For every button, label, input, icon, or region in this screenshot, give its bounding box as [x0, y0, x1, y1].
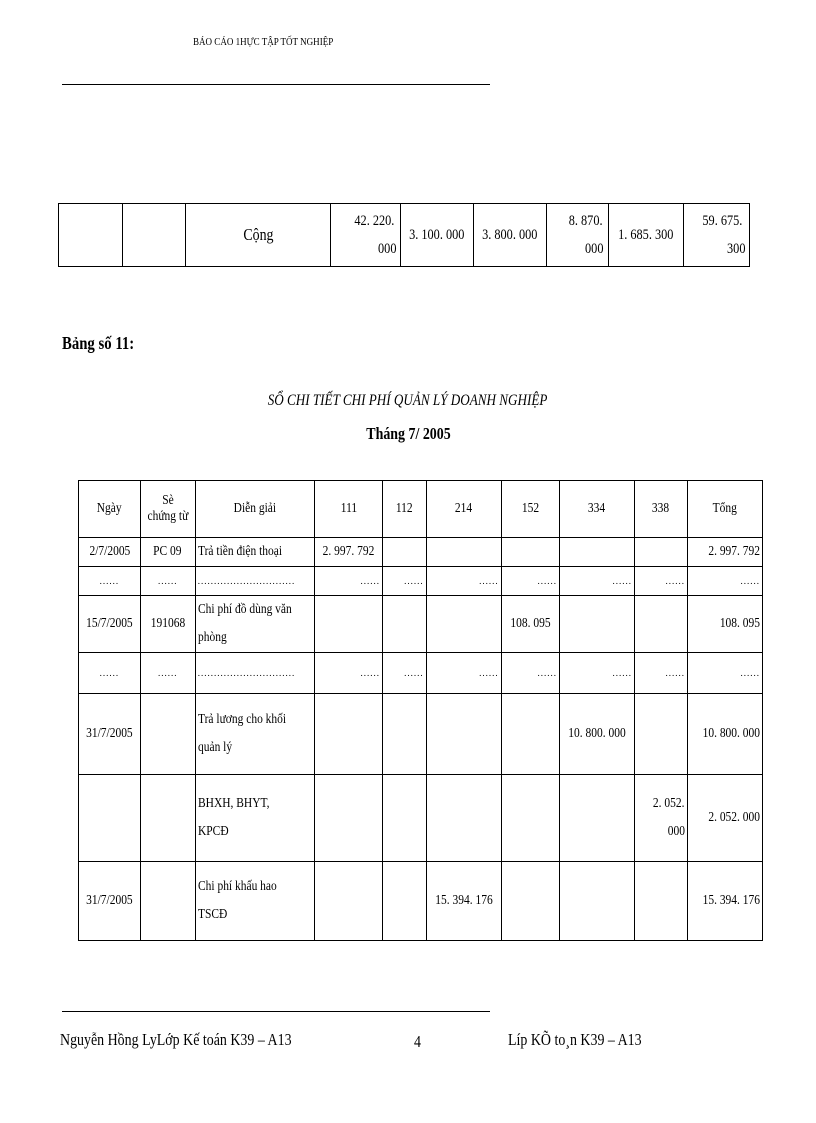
cell-152 [501, 538, 559, 567]
page-header-title: BÁO CÁO 1HỰC TẬP TỐT NGHIỆP [193, 36, 334, 48]
cell-desc-line1: Chi phí khấu hao [197, 879, 277, 894]
cell-desc [195, 694, 314, 775]
totals-value-2 [474, 204, 547, 267]
totals-cell-empty-1 [59, 204, 123, 267]
totals-label-cell [186, 204, 331, 267]
dots-cell: ...... [79, 653, 141, 694]
table-row-ellipsis [79, 567, 763, 596]
dots-cell: ...... [140, 653, 195, 694]
footer-divider [62, 1011, 490, 1012]
header-214-text: 214 [455, 501, 473, 516]
cell-111 [315, 862, 383, 941]
cell-111-text: 2. 997. 792 [322, 544, 375, 559]
table-row [79, 775, 763, 862]
cell-desc [195, 862, 314, 941]
header-112 [383, 481, 427, 538]
cell-338 [634, 694, 687, 775]
cell-338-line1: 2. 052. [653, 796, 685, 811]
totals-value-0 [331, 204, 401, 267]
footer-class [508, 1030, 671, 1050]
cell-total-text: 2. 997. 792 [708, 544, 760, 559]
header-338 [634, 481, 687, 538]
cell-338 [634, 775, 687, 862]
header-voucher-line1: Sè [161, 493, 174, 508]
cell-214 [426, 596, 501, 653]
cell-111 [315, 775, 383, 862]
cell-date-text: 15/7/2005 [86, 616, 133, 631]
cell-desc [195, 596, 314, 653]
header-334 [559, 481, 634, 538]
cell-112 [383, 596, 427, 653]
cell-date [79, 862, 141, 941]
cell-112 [383, 538, 427, 567]
cell-desc-line1: Trả lương cho khối [197, 712, 286, 727]
header-111 [315, 481, 383, 538]
cell-desc [195, 775, 314, 862]
cell-338 [634, 538, 687, 567]
cell-total [687, 862, 762, 941]
cell-112 [383, 775, 427, 862]
totals-value-1-text: 3. 100. 000 [409, 226, 465, 243]
totals-label: Cộng [243, 225, 274, 244]
cell-214-text: 15. 394. 176 [434, 893, 493, 908]
table-row-ellipsis [79, 653, 763, 694]
cell-date-text: 2/7/2005 [88, 544, 130, 559]
totals-value-4 [608, 204, 683, 267]
table-number-label [62, 333, 150, 354]
header-desc-text: Diễn giải [233, 501, 277, 516]
cell-152 [501, 775, 559, 862]
cell-date [79, 694, 141, 775]
dots-cell: ...... [501, 653, 559, 694]
cell-date [79, 775, 141, 862]
dots-cell: ...... [501, 567, 559, 596]
header-total-text: Tổng [712, 501, 738, 516]
cell-total-text: 108. 095 [719, 616, 760, 631]
dots-cell: ...... [315, 653, 383, 694]
cell-334 [559, 862, 634, 941]
dots-cell: ...... [687, 567, 762, 596]
cell-334-text: 10. 800. 000 [568, 726, 626, 741]
cell-338 [634, 862, 687, 941]
cell-desc-line2: TSCĐ [197, 907, 228, 922]
cell-total [687, 596, 762, 653]
totals-table [58, 203, 750, 267]
dots-cell: ...... [79, 567, 141, 596]
cell-334 [559, 775, 634, 862]
table-row [79, 538, 763, 567]
dots-cell: ...... [140, 567, 195, 596]
dots-cell: ...... [315, 567, 383, 596]
cell-112 [383, 694, 427, 775]
header-divider [62, 84, 490, 85]
cell-338-line2: 000 [667, 824, 685, 839]
ledger-title-text: SỔ CHI TIẾT CHI PHÍ QUẢN LÝ DOANH NGHIỆP [268, 392, 548, 409]
header-152-text: 152 [521, 501, 539, 516]
totals-value-3-line2: 000 [585, 241, 604, 257]
dots-cell: ...... [634, 653, 687, 694]
cell-date-text: 31/7/2005 [86, 893, 133, 908]
cell-334 [559, 694, 634, 775]
totals-value-5-line1: 59. 675. [702, 213, 743, 229]
cell-152-text: 108. 095 [510, 616, 551, 631]
cell-desc-line2: quản lý [197, 740, 232, 755]
cell-voucher-text: 191068 [150, 616, 185, 631]
ledger-title [0, 392, 816, 410]
header-152 [501, 481, 559, 538]
cell-date-text: 31/7/2005 [86, 726, 133, 741]
totals-row [59, 204, 750, 267]
cell-152 [501, 694, 559, 775]
cell-total-text: 2. 052. 000 [708, 810, 760, 825]
header-date [79, 481, 141, 538]
totals-value-0-line1: 42. 220. [353, 213, 394, 229]
cell-total [687, 775, 762, 862]
cell-111 [315, 538, 383, 567]
header-112-text: 112 [395, 501, 413, 516]
dots-cell: .............................. [195, 653, 314, 694]
table-number-text: Bảng số 11: [62, 333, 135, 353]
dots-cell: ...... [426, 567, 501, 596]
cell-voucher [140, 538, 195, 567]
totals-value-5 [683, 204, 749, 267]
page-number-text: 4 [414, 1032, 421, 1051]
ledger-subtitle-text: Tháng 7/ 2005 [365, 424, 451, 443]
cell-152 [501, 862, 559, 941]
cell-desc-line2: KPCĐ [197, 824, 229, 839]
header-338-text: 338 [652, 501, 670, 516]
cell-total-text: 15. 394. 176 [702, 893, 760, 908]
cell-desc [195, 538, 314, 567]
dots-cell: ...... [426, 653, 501, 694]
totals-value-2-text: 3. 800. 000 [482, 226, 538, 243]
cell-total [687, 538, 762, 567]
footer-author-text: Nguyễn Hồng LyLớp Kế toán K39 – A13 [60, 1030, 292, 1049]
cell-total [687, 694, 762, 775]
dots-cell: ...... [687, 653, 762, 694]
header-voucher-line2: chứng từ [147, 509, 189, 524]
cell-111 [315, 694, 383, 775]
cell-338 [634, 596, 687, 653]
table-row [79, 694, 763, 775]
dots-cell: ...... [559, 653, 634, 694]
cell-voucher [140, 775, 195, 862]
cell-111 [315, 596, 383, 653]
cell-desc-line2: phòng [197, 630, 227, 645]
totals-value-4-text: 1. 685. 300 [618, 226, 674, 243]
ledger-table [78, 480, 763, 941]
cell-desc-text: Trả tiền điện thoại [197, 544, 282, 559]
totals-cell-empty-2 [122, 204, 186, 267]
cell-214 [426, 862, 501, 941]
dots-cell: ...... [634, 567, 687, 596]
cell-214 [426, 694, 501, 775]
header-214 [426, 481, 501, 538]
cell-total-text: 10. 800. 000 [702, 726, 760, 741]
cell-desc-line1: BHXH, BHYT, [197, 796, 270, 811]
cell-desc-line1: Chi phí đồ dùng văn [197, 602, 292, 617]
cell-date [79, 538, 141, 567]
header-334-text: 334 [588, 501, 606, 516]
totals-value-3-line1: 8. 870. [568, 213, 603, 229]
totals-value-3 [546, 204, 608, 267]
cell-voucher [140, 596, 195, 653]
header-voucher [140, 481, 195, 538]
cell-214 [426, 538, 501, 567]
totals-value-5-line2: 300 [726, 241, 745, 257]
header-total [687, 481, 762, 538]
cell-334 [559, 596, 634, 653]
header-date-text: Ngày [96, 501, 122, 516]
totals-value-1 [401, 204, 474, 267]
dots-cell: ...... [559, 567, 634, 596]
cell-voucher [140, 862, 195, 941]
dots-cell: .............................. [195, 567, 314, 596]
ledger-subtitle [0, 424, 816, 444]
header-desc [195, 481, 314, 538]
header-111-text: 111 [340, 501, 357, 516]
ledger-header-row [79, 481, 763, 538]
dots-cell: ...... [383, 567, 427, 596]
cell-214 [426, 775, 501, 862]
cell-152 [501, 596, 559, 653]
table-row [79, 862, 763, 941]
totals-value-0-line2: 000 [377, 241, 397, 257]
cell-334 [559, 538, 634, 567]
cell-voucher [140, 694, 195, 775]
table-row [79, 596, 763, 653]
cell-date [79, 596, 141, 653]
cell-112 [383, 862, 427, 941]
page-number [414, 1032, 423, 1052]
dots-cell: ...... [383, 653, 427, 694]
footer-class-text: Líp KÕ to¸n K39 – A13 [508, 1030, 642, 1049]
cell-voucher-text: PC 09 [153, 544, 182, 559]
footer-author [60, 1030, 342, 1050]
